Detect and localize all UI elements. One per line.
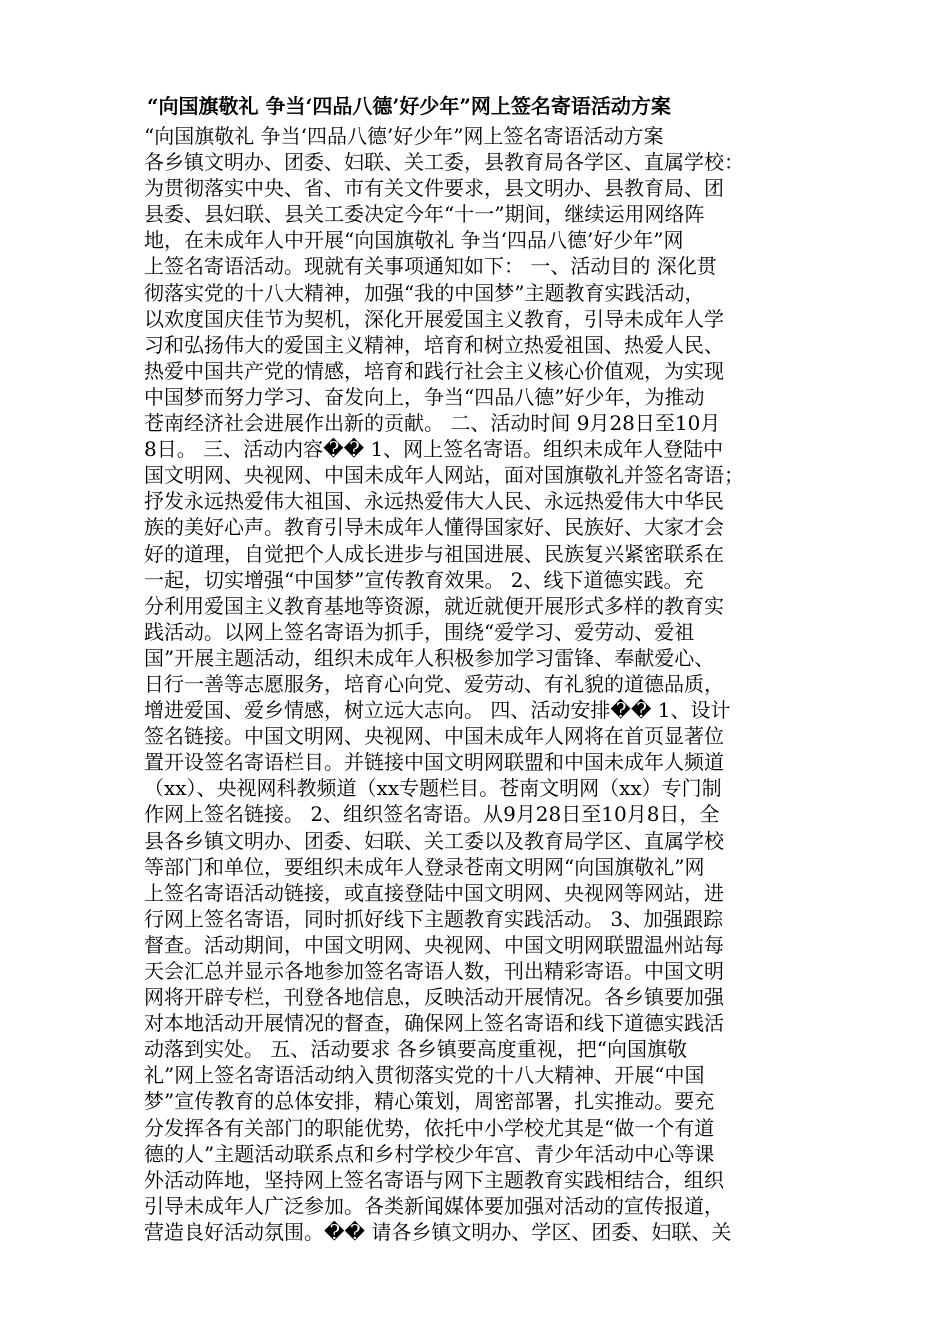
body-line: 县各乡镇文明办、团委、妇联、关工委以及教育局学区、直属学校 <box>144 828 724 853</box>
body-line: “向国旗敬礼 争当‘四品八德’好少年”网上签名寄语活动方案 <box>144 124 664 148</box>
body-line: 彻落实党的十八大精神，加强“我的中国梦”主题教育实践活动， <box>144 280 705 305</box>
body-line: 德的人”主题活动联系点和乡村学校少年宫、青少年活动中心等课 <box>144 1141 715 1166</box>
body-line: 等部门和单位，要组织未成年人登录苍南文明网“向国旗敬礼”网 <box>144 854 705 879</box>
document-body <box>144 123 824 1245</box>
body-line: 8日。 三、活动内容�� 1、网上签名寄语。组织未成年人登陆中 <box>144 437 724 462</box>
body-line: 以欢度国庆佳节为契机，深化开展爱国主义教育，引导未成年人学 <box>144 306 724 331</box>
body-line: 梦”宣传教育的总体安排，精心策划，周密部署，扎实推动。要充 <box>144 1089 715 1114</box>
body-line: 上签名寄语活动。现就有关事项通知如下： 一、活动目的 深化贯 <box>144 254 717 279</box>
body-line: 抒发永远热爱伟大祖国、永远热爱伟大人民、永远热爱伟大中华民 <box>144 489 724 514</box>
body-line: 签名链接。中国文明网、央视网、中国未成年人网将在首页显著位 <box>144 724 724 749</box>
body-line: 对本地活动开展情况的督查，确保网上签名寄语和线下道德实践活 <box>144 1011 724 1036</box>
body-line: 上签名寄语活动链接，或直接登陆中国文明网、央视网等网站，进 <box>144 880 724 905</box>
body-line: 引导未成年人广泛参加。各类新闻媒体要加强对活动的宣传报道， <box>144 1193 724 1218</box>
body-line: 习和弘扬伟大的爱国主义精神，培育和树立热爱祖国、热爱人民、 <box>144 332 724 357</box>
body-line: 分利用爱国主义教育基地等资源，就近就便开展形式多样的教育实 <box>144 593 724 618</box>
body-line: 践活动。以网上签名寄语为抓手，围绕“爱学习、爱劳动、爱祖 <box>144 619 695 644</box>
body-line: 族的美好心声。教育引导未成年人懂得国家好、民族好、大家才会 <box>144 515 724 540</box>
body-line: 动落到实处。 五、活动要求 各乡镇要高度重视，把“向国旗敬 <box>144 1037 687 1062</box>
body-line: 分发挥各有关部门的职能优势，依托中小学校尤其是“做一个有道 <box>144 1115 715 1140</box>
body-line: 各乡镇文明办、团委、妇联、关工委，县教育局各学区、直属学校： <box>144 150 744 175</box>
body-line: 营造良好活动氛围。�� 请各乡镇文明办、学区、团委、妇联、关 <box>144 1219 732 1244</box>
body-line: 置开设签名寄语栏目。并链接中国文明网联盟和中国未成年人频道 <box>144 750 724 775</box>
body-line: 外活动阵地，坚持网上签名寄语与网下主题教育实践相结合，组织 <box>144 1167 724 1192</box>
body-line: （xx）、央视网科教频道（xx专题栏目。苍南文明网（xx）专门制 <box>144 776 722 801</box>
body-line: 热爱中国共产党的情感，培育和践行社会主义核心价值观，为实现 <box>144 358 724 383</box>
body-line: 增进爱国、爱乡情感，树立远大志向。 四、活动安排�� 1、设计 <box>144 698 731 723</box>
body-line: 日行一善等志愿服务，培育心向党、爱劳动、有礼貌的道德品质， <box>144 671 724 696</box>
body-line: 礼”网上签名寄语活动纳入贯彻落实党的十八大精神、开展“中国 <box>144 1063 705 1088</box>
body-line: 为贯彻落实中央、省、市有关文件要求，县文明办、县教育局、团 <box>144 176 724 201</box>
body-line: 国文明网、央视网、中国未成年人网站，面对国旗敬礼并签名寄语； <box>144 463 744 488</box>
document-title: “向国旗敬礼 争当‘四品八德’好少年”网上签名寄语活动方案 <box>147 94 671 118</box>
body-line: 行网上签名寄语，同时抓好线下主题教育实践活动。 3、加强跟踪 <box>144 906 724 931</box>
body-line: 地，在未成年人中开展“向国旗敬礼 争当‘四品八德’好少年”网 <box>144 228 684 253</box>
body-line: 一起，切实增强“中国梦”宣传教育效果。 2、线下道德实践。充 <box>144 567 704 592</box>
body-line: 网将开辟专栏，刊登各地信息，反映活动开展情况。各乡镇要加强 <box>144 985 724 1010</box>
body-line: 督查。活动期间，中国文明网、央视网、中国文明网联盟温州站每 <box>144 932 724 957</box>
body-line: 苍南经济社会进展作出新的贡献。 二、活动时间 9月28日至10月 <box>144 411 721 436</box>
body-line: 国”开展主题活动，组织未成年人积极参加学习雷锋、奉献爱心、 <box>144 645 715 670</box>
body-line: 中国梦而努力学习、奋发向上，争当“四品八德”好少年，为推动 <box>144 384 705 409</box>
body-line: 好的道理，自觉把个人成长进步与祖国进展、民族复兴紧密联系在 <box>144 541 724 566</box>
body-line: 天会汇总并显示各地参加签名寄语人数，刊出精彩寄语。中国文明 <box>144 959 724 983</box>
body-line: 县委、县妇联、县关工委决定今年“十一”期间，继续运用网络阵 <box>144 202 705 227</box>
body-line: 作网上签名链接。 2、组织签名寄语。从9月28日至10月8日，全 <box>144 802 720 827</box>
